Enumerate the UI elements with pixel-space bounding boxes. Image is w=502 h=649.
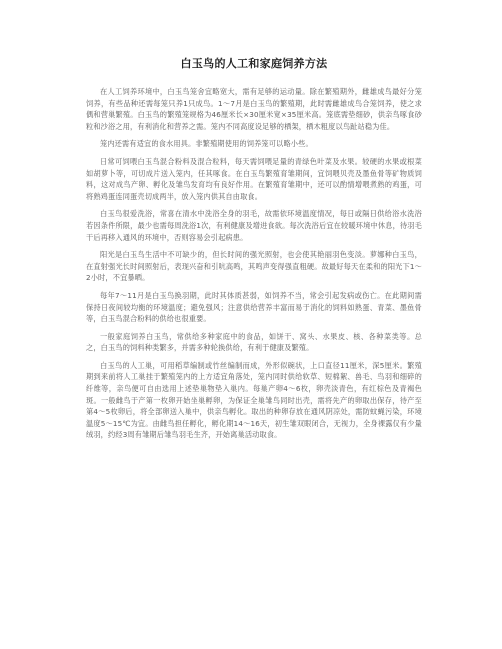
document-body xyxy=(86,86,422,441)
paragraph: 白玉鸟的人工巢，可用稻草编制或竹丝编制而成，外形似碗状，上口直径11厘米，深5厘米。繁殖期到来前将人工巢挂于繁殖笼内的上方适宜角落处，笼内同时供给软草、短棉絮、兽毛、鸟羽和细碎的纤维等，亲鸟便可自由选用上述垫巢物垫入巢内。每巢产卵4～6枚，卵壳淡青色，有红棕色及青褐色斑。一般雌鸟于产第一枚卵开始坐巢孵卵，为保证全巢雏鸟同时出壳，需将先产的卵取出保存，待产至第4～5枚卵后，将全部卵送入巢中，供亲鸟孵化。取出的种卵存放在通风阴凉处，需防蚊蝇污染，环境温度5～15℃为宜。由雌鸟担任孵化，孵化期14～16天，初生雏双眼闭合，无视力，全身裸露仅有少量绒羽，约经3周有雏期后雏鸟羽毛生齐，开始离巢活动取食。 xyxy=(86,360,422,440)
paragraph: 阳光是白玉鸟生活中不可缺少的，但长时间的强光照射，也会使其艳丽羽色变淡。萝娜种白玉鸟，在直射强光长时间照射后，表现兴奋和引吭高鸣，其鸣声变得强直粗硬。故最好每天在柔和的阳光下1～2小时，不宜暴晒。 xyxy=(86,250,422,283)
paragraph: 日常可饲喂白玉鸟混合粉料及混合粒料，每天需饲喂足量的青绿色叶菜及水果。较硬的水果或根菜如胡萝卜等，可切成片送入笼内，任其啄食。在白玉鸟繁殖育雏期间，宜饲喂贝壳及墨鱼骨等矿物质饲料，这对成鸟产卵、孵化及雏鸟发育均有良好作用。在繁殖育雏期中，还可以酌情增喂煮熟的鸡蛋，可将熟鸡蛋连同蛋壳切成两半，放入笼内供其自由取食。 xyxy=(86,156,422,201)
paragraph: 一般家庭饲养白玉鸟，常供给多种家庭中的食品，如饼干、窝头、水果皮、核、各种菜类等。总之，白玉鸟的饲料种类繁多，并需多种轮换供给，有利于健康及繁殖。 xyxy=(86,331,422,353)
paragraph: 在人工饲养环境中，白玉鸟笼舍宜略宽大，需有足够的运动量。除在繁殖期外，雌雄成鸟最好分笼饲养，有些品种还需每笼只养1只成鸟。1～7月是白玉鸟的繁殖期，此时需雌雄成鸟合笼饲养，使之求偶和营巢繁殖。白玉鸟的繁殖笼规格为46厘米长×30厘米宽×35厘米高。笼底需垫细砂，供亲鸟啄食砂粒和沙浴之用，有利消化和营养之需。笼内不同高度设足够的栖架，栖木粗度以鸟趾站稳为佳。 xyxy=(86,87,422,131)
paragraph: 每年7～11月是白玉鸟换羽期，此时其体质甚弱，如饲养不当，常会引起发病或伤亡。在此期间需保持日夜间较均衡的环境温度；避免强风；注意供给营养丰富而易于消化的饲料如熟蛋、青菜、墨鱼骨等，白玉鸟混合粉料的供给也很重要。 xyxy=(86,290,422,324)
document-title: 白玉鸟的人工和家庭饲养方法 xyxy=(180,57,328,70)
paragraph: 笼内还需有适宜的食水用具。非繁殖期使用的饲养笼可以略小些。 xyxy=(100,139,313,149)
paragraph: 白玉鸟很爱洗浴，常喜在清水中洗浴全身的羽毛，故需依环境温度情况，每日或隔日供给浴水洗浴若因条件所限，最少也需每周洗浴1次，有利健康及增进食欲。每次洗浴后宜在较暖环境中休息，待羽毛干后再移入通风的环境中，否则容易会引起病患。 xyxy=(86,209,422,242)
